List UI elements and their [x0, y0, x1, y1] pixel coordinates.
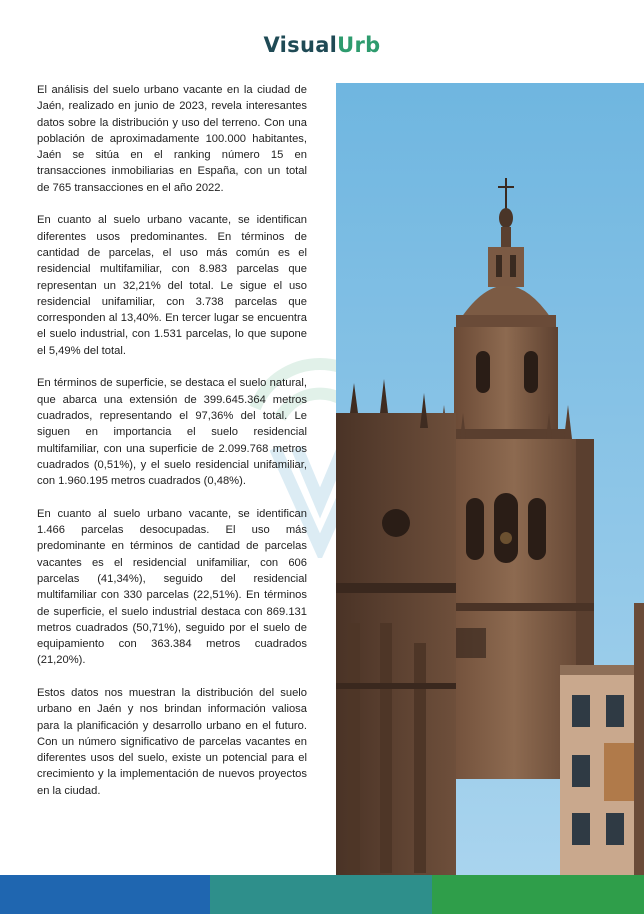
paragraph-2: En cuanto al suelo urbano vacante, se identifican diferentes usos predominantes. En términos de cantidad de parcelas, el uso más común es el residencial multifamiliar, con 8.983 parcelas que representan un 32,21% del total. Le sigue el uso residencial unifamiliar, con 3.738 parcelas que corresponden al 13,40%. En tercer lugar se encuentra el suelo industrial, con 1.531 parcelas, lo que supone el 5,49% del total. — [37, 214, 307, 357]
cathedral-photo — [336, 83, 644, 875]
paragraph-1: El análisis del suelo urbano vacante en la ciudad de Jaén, realizado en junio de 2023, revela interesantes datos sobre la distribución y uso del terreno. Con una población de aproximadamente 100.000 habitantes, Jaén se sitúa en el ranking número 15 en transacciones inmobiliarias en España, con un total de 765 transacciones en el año 2022. — [37, 84, 307, 194]
paragraph-3: En términos de superficie, se destaca el suelo natural, que abarca una extensión de 399.645.364 metros cuadrados, representando el 97,36% del total. Le siguen en importancia el suelo residencial multifamiliar, con una superficie de 2.099.768 metros cuadrados (0,51%), y el suelo residencial unifamiliar, con 1.960.195 metros cuadrados (0,48%). — [37, 377, 307, 488]
paragraph-4: En cuanto al suelo urbano vacante, se identifican 1.466 parcelas desocupadas. El uso más predominante en términos de cantidad de parcelas vacantes es el residencial unifamiliar, con 606 parcelas (41,34%), seguido del residencial multifamiliar con 330 parcelas (22,51%). En términos de superficie, el suelo industrial destaca con 869.131 metros cuadrados (50,71%), seguido por el suelo de equipamiento con 363.384 metros cuadrados (21,20%). — [37, 507, 307, 667]
brand-name-part1: Visual — [263, 33, 338, 57]
body-text-column — [37, 82, 307, 815]
footer-color-bar — [0, 875, 644, 914]
footer-segment-teal — [210, 875, 432, 914]
paragraph-5: Estos datos nos muestran la distribución del suelo urbano en Jaén y nos brindan información valiosa para la planificación y desarrollo urbano en el futuro. Con un número significativo de parcelas vacantes en diferentes usos del suelo, existe un potencial para el crecimiento y la implementación de nuevos proyectos en la ciudad. — [37, 686, 307, 797]
cathedral-illustration — [336, 83, 644, 875]
footer-segment-blue — [0, 875, 210, 914]
footer-segment-green — [432, 875, 644, 914]
brand-logo — [0, 33, 644, 57]
brand-name-part2: Urb — [337, 33, 381, 57]
